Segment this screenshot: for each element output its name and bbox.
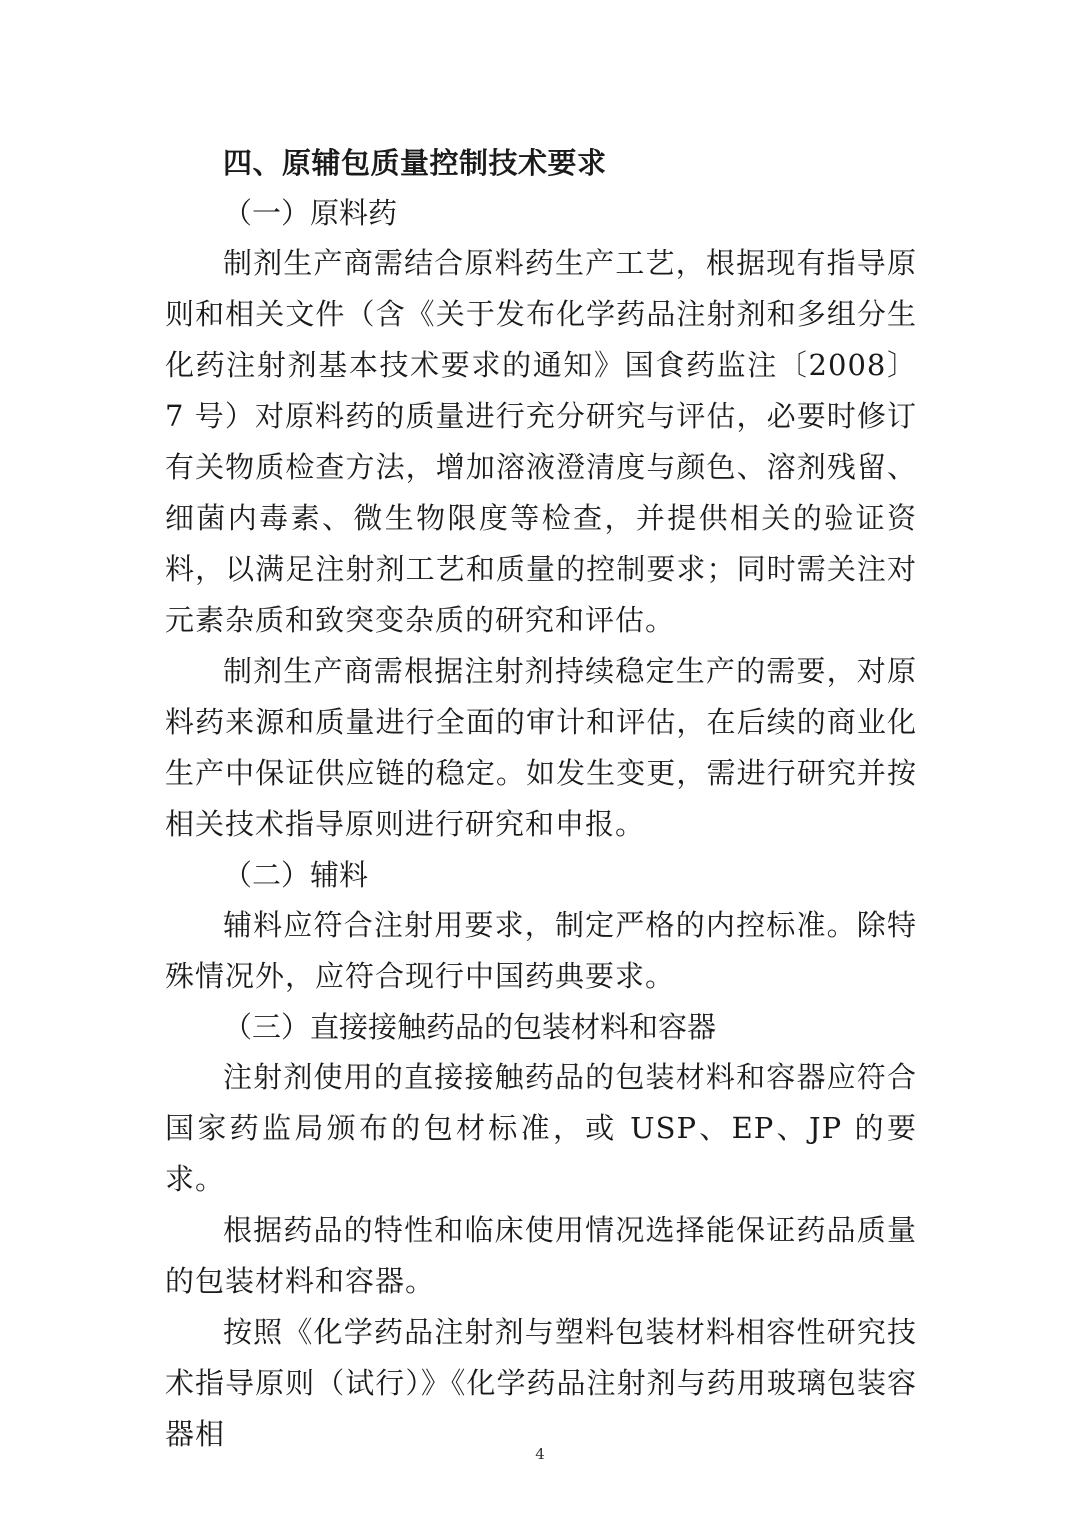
document-body	[165, 138, 917, 1460]
subsection-title-2: （二）辅料	[223, 858, 369, 892]
paragraph-2-1: 辅料应符合注射用要求，制定严格的内控标准。除特殊情况外，应符合现行中国药典要求。	[165, 908, 917, 993]
subsection-title-3: （三）直接接触药品的包装材料和容器	[223, 1010, 717, 1044]
paragraph-3-2: 根据药品的特性和临床使用情况选择能保证药品质量的包装材料和容器。	[165, 1213, 917, 1298]
page-number: 4	[535, 1445, 545, 1463]
section-title: 四、原辅包质量控制技术要求	[223, 146, 607, 180]
paragraph-3-3: 按照《化学药品注射剂与塑料包装材料相容性研究技术指导原则（试行）》《化学药品注射剂与药用玻璃包装容器相	[165, 1315, 917, 1451]
paragraph-3-1: 注射剂使用的直接接触药品的包装材料和容器应符合国家药监局颁布的包材标准，或 USP、EP、JP 的要求。	[165, 1060, 917, 1196]
paragraph-1-2: 制剂生产商需根据注射剂持续稳定生产的需要，对原料药来源和质量进行全面的审计和评估，在后续的商业化生产中保证供应链的稳定。如发生变更，需进行研究并按相关技术指导原则进行研究和申报。	[165, 654, 917, 841]
subsection-title-1: （一）原料药	[223, 196, 398, 230]
paragraph-1-1: 制剂生产商需结合原料药生产工艺，根据现有指导原则和相关文件（含《关于发布化学药品注射剂和多组分生化药注射剂基本技术要求的通知》国食药监注〔2008〕7 号）对原料药的质量进行充分研究与评估，必要时修订有关物质检查方法，增加溶液澄清度与颜色、溶剂残留、细菌内毒素、微生物限度等检查，并提供相关的验证资料，以满足注射剂工艺和质量的控制要求；同时需关注对元素杂质和致突变杂质的研究和评估。	[165, 246, 917, 637]
